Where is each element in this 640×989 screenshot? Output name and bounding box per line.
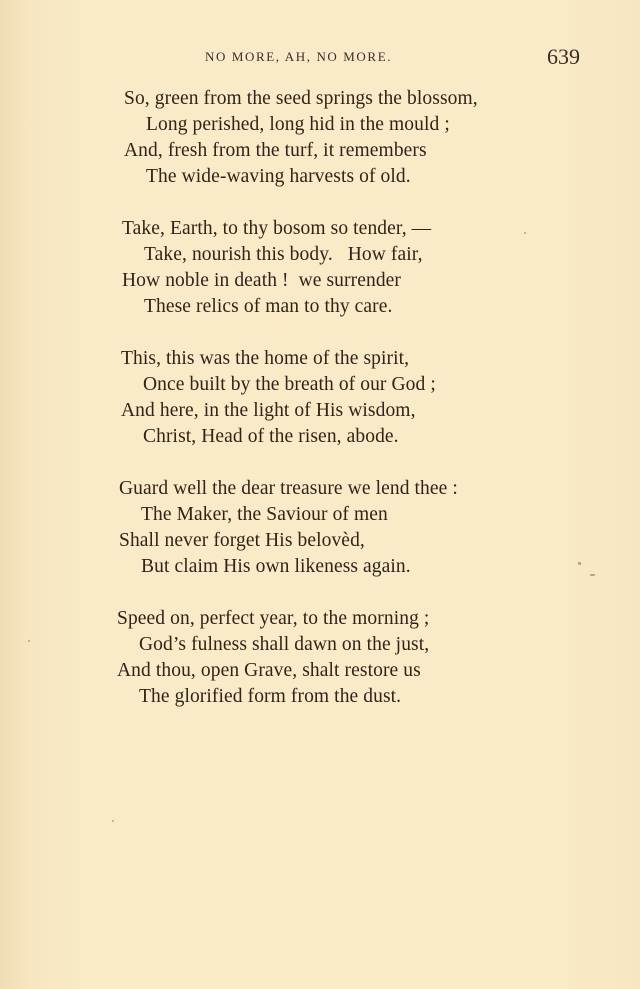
poem-line: Guard well the dear treasure we lend thee : xyxy=(119,478,458,499)
stanza-3 xyxy=(0,346,640,450)
poem-line: And here, in the light of His wisdom, xyxy=(121,400,416,421)
stanza-2 xyxy=(0,216,640,320)
poem-line: The Maker, the Saviour of men xyxy=(141,504,388,525)
poem-line: So, green from the seed springs the blossom, xyxy=(124,88,478,109)
poem-body xyxy=(0,86,640,736)
poem-line: How noble in death ! we surrender xyxy=(122,270,402,291)
stanza-1 xyxy=(0,86,640,190)
poem-line: Long perished, long hid in the mould ; xyxy=(146,114,450,135)
page-number: 639 xyxy=(547,44,580,69)
poem-line: God’s fulness shall dawn on the just, xyxy=(139,634,430,655)
paper-speck xyxy=(112,820,114,822)
poem-line: Take, nourish this body. How fair, xyxy=(144,244,423,265)
stanza-4 xyxy=(0,476,640,580)
paper-speck xyxy=(578,562,581,565)
poem-line: Take, Earth, to thy bosom so tender, — xyxy=(122,218,432,239)
poem-line: Speed on, perfect year, to the morning ; xyxy=(117,608,430,629)
poem-line: These relics of man to thy care. xyxy=(144,296,393,317)
poem-line: This, this was the home of the spirit, xyxy=(121,348,410,369)
poem-line: And thou, open Grave, shalt restore us xyxy=(117,660,421,681)
poem-line: Shall never forget His belovèd, xyxy=(119,530,365,551)
paper-speck xyxy=(590,574,595,576)
paper-speck xyxy=(28,640,30,642)
paper-speck xyxy=(524,232,526,234)
poem-line: Once built by the breath of our God ; xyxy=(143,374,436,395)
running-title: NO MORE, AH, NO MORE. xyxy=(205,49,393,64)
poem-line: The wide-waving harvests of old. xyxy=(146,166,411,187)
poem-line: But claim His own likeness again. xyxy=(141,556,411,577)
poem-line: Christ, Head of the risen, abode. xyxy=(143,426,399,447)
poem-line: The glorified form from the dust. xyxy=(139,686,402,707)
stanza-5 xyxy=(0,606,640,710)
poem-line: And, fresh from the turf, it remembers xyxy=(124,140,427,161)
